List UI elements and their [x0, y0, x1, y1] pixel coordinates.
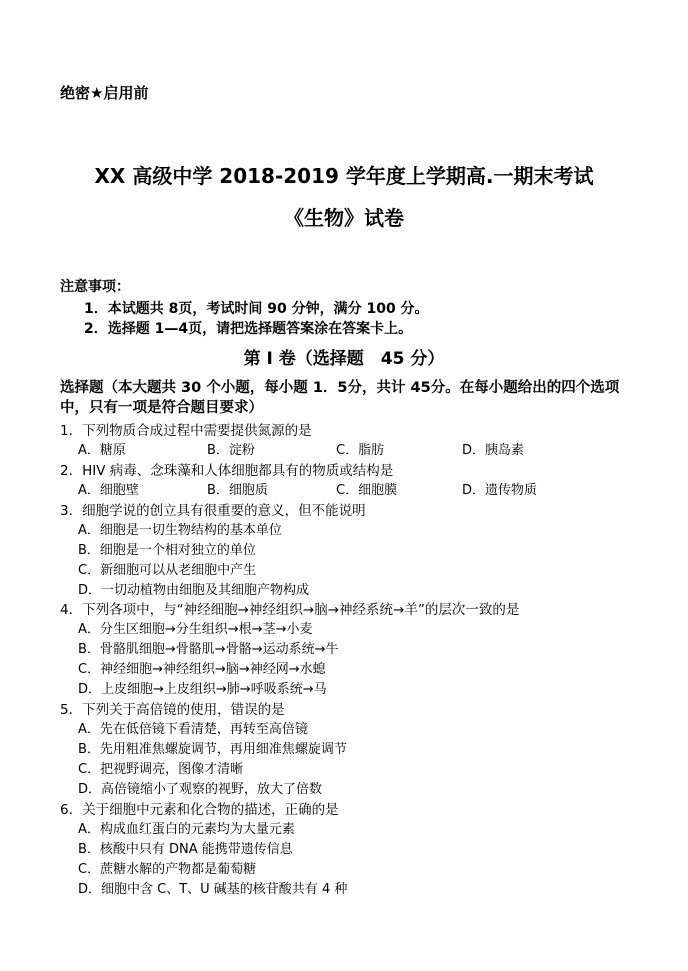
- option-c: C．新细胞可以从老细胞中产生: [78, 563, 257, 578]
- option-b: B．细胞质: [207, 483, 268, 498]
- part-heading: 第 I 卷（选择题 45 分）: [243, 349, 445, 369]
- option-b: B．细胞是一个相对独立的单位: [78, 543, 256, 558]
- option-b: B．骨骼肌细胞→骨骼肌→骨骼→运动系统→牛: [78, 642, 339, 657]
- section-instructions: 选择题（本大题共 30 个小题，每小题 1．5分，共计 45分。在每小题给出的四个选项中，只有一项是符合题目要求）: [60, 380, 620, 416]
- option-a: A．细胞是一切生物结构的基本单位: [78, 523, 282, 538]
- exam-subtitle: 《生物》试卷: [284, 206, 404, 230]
- option-b: B．先用粗准焦螺旋调节，再用细准焦螺旋调节: [78, 742, 347, 757]
- confidential-label: 绝密★启用前: [60, 84, 149, 102]
- note-item: 1．本试题共 8页，考试时间 90 分钟，满分 100 分。: [84, 301, 429, 317]
- option-d: D．遗传物质: [462, 483, 538, 498]
- question-stem: 6．关于细胞中元素和化合物的描述，正确的是: [60, 802, 339, 818]
- option-c: C．把视野调亮，图像才清晰: [78, 762, 244, 777]
- question-stem: 3．细胞学说的创立具有很重要的意义，但不能说明: [60, 503, 366, 519]
- question-stem: 4．下列各项中，与“神经细胞→神经组织→脑→神经系统→羊”的层次一致的是: [60, 602, 520, 618]
- option-a: A．糖原: [78, 443, 126, 458]
- option-b: B．淀粉: [207, 443, 255, 458]
- option-d: D．高倍镜缩小了观察的视野，放大了倍数: [78, 782, 323, 797]
- option-c: C．神经细胞→神经组织→脑→神经网→水螅: [78, 662, 326, 677]
- question-stem: 2．HIV 病毒、念珠藻和人体细胞都具有的物质或结构是: [60, 463, 394, 479]
- option-c: C．蔗糖水解的产物都是葡萄糖: [78, 862, 257, 877]
- exam-title: XX 高级中学 2018-2019 学年度上学期高.一期末考试: [94, 164, 594, 188]
- option-c: C．细胞膜: [336, 483, 398, 498]
- notes-heading: 注意事项：: [60, 279, 130, 295]
- option-a: A．先在低倍镜下看清楚，再转至高倍镜: [78, 722, 308, 737]
- question-stem: 1．下列物质合成过程中需要提供氮源的是: [60, 423, 312, 439]
- option-b: B．核酸中只有 DNA 能携带遗传信息: [78, 842, 293, 857]
- option-d: D．上皮细胞→上皮组织→肺→呼吸系统→马: [78, 682, 327, 697]
- option-d: D．一切动植物由细胞及其细胞产物构成: [78, 583, 310, 598]
- option-a: A．构成血红蛋白的元素均为大量元素: [78, 822, 295, 837]
- option-a: A．分生区细胞→分生组织→根→茎→小麦: [78, 622, 313, 637]
- option-d: D．细胞中含 C、T、U 碱基的核苷酸共有 4 种: [78, 882, 348, 897]
- option-d: D．胰岛素: [462, 443, 525, 458]
- option-a: A．细胞壁: [78, 483, 139, 498]
- note-item: 2．选择题 1—4页，请把选择题答案涂在答案卡上。: [84, 321, 413, 337]
- question-stem: 5．下列关于高倍镜的使用，错误的是: [60, 702, 285, 718]
- option-c: C．脂肪: [336, 443, 385, 458]
